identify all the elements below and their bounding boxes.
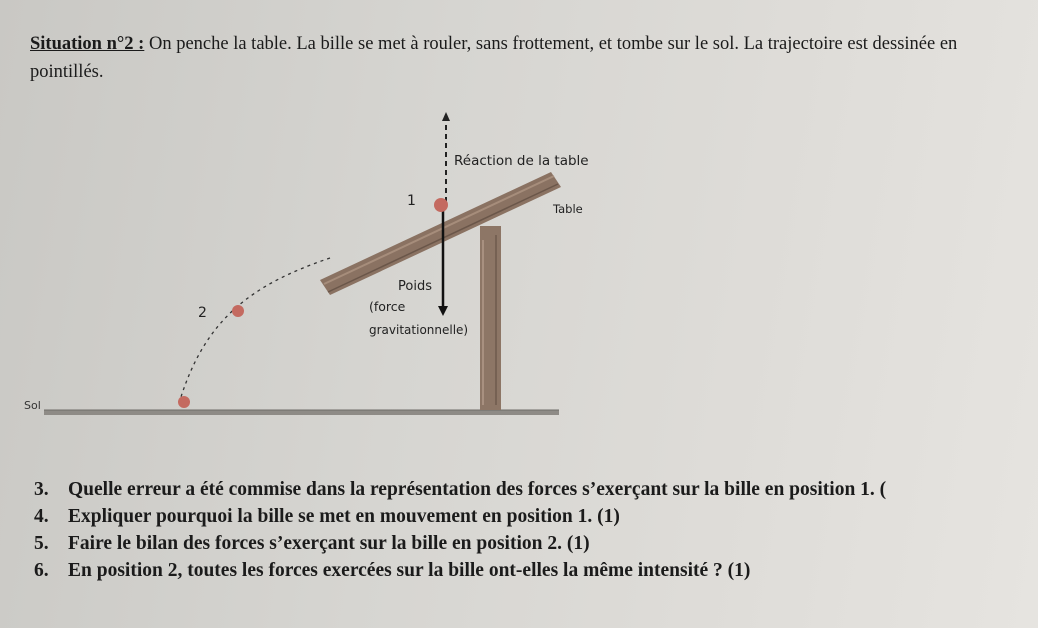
position-1-label: 1 xyxy=(407,193,416,209)
question-6: 6. En position 2, toutes les forces exercées sur la bille ont-elles la même intensité ? (1) xyxy=(34,557,1034,584)
question-3: 3. Quelle erreur a été commise dans la représentation des forces s’exerçant sur la bille en position 1. ( xyxy=(34,476,1034,503)
questions-list xyxy=(34,476,1034,584)
trajectory-path xyxy=(180,258,330,400)
ball-on-ground xyxy=(178,396,190,408)
weight-label-line-1: Poids xyxy=(398,279,432,294)
position-2-label: 2 xyxy=(198,305,207,321)
table-label: Table xyxy=(553,202,583,216)
weight-arrowhead xyxy=(438,306,448,316)
question-text: Faire le bilan des forces s’exerçant sur la bille en position 2. (1) xyxy=(68,533,590,554)
question-text: Quelle erreur a été commise dans la représentation des forces s’exerçant sur la bille en position 1. ( xyxy=(68,479,887,500)
reaction-arrowhead xyxy=(442,112,450,121)
weight-label-line-2: (force xyxy=(369,299,406,314)
situation-text: On penche la table. La bille se met à rouler, sans frottement, et tombe sur le sol. La trajectoire est dessinée en pointillés. xyxy=(30,34,958,82)
question-text: En position 2, toutes les forces exercées sur la bille ont-elles la même intensité ? (1) xyxy=(68,560,751,581)
ball-position-1 xyxy=(434,198,448,212)
ball-position-2 xyxy=(232,305,244,317)
question-4: 4. Expliquer pourquoi la bille se met en mouvement en position 1. (1) xyxy=(34,503,1034,530)
reaction-label: Réaction de la table xyxy=(454,153,589,169)
ground-line xyxy=(44,410,559,415)
weight-label-line-3: gravitationnelle) xyxy=(369,323,469,337)
question-5: 5. Faire le bilan des forces s’exerçant sur la bille en position 2. (1) xyxy=(34,530,1034,557)
ground-label: Sol xyxy=(24,399,41,412)
question-text: Expliquer pourquoi la bille se met en mouvement en position 1. (1) xyxy=(68,506,620,527)
situation-label: Situation n°2 : xyxy=(30,34,145,54)
